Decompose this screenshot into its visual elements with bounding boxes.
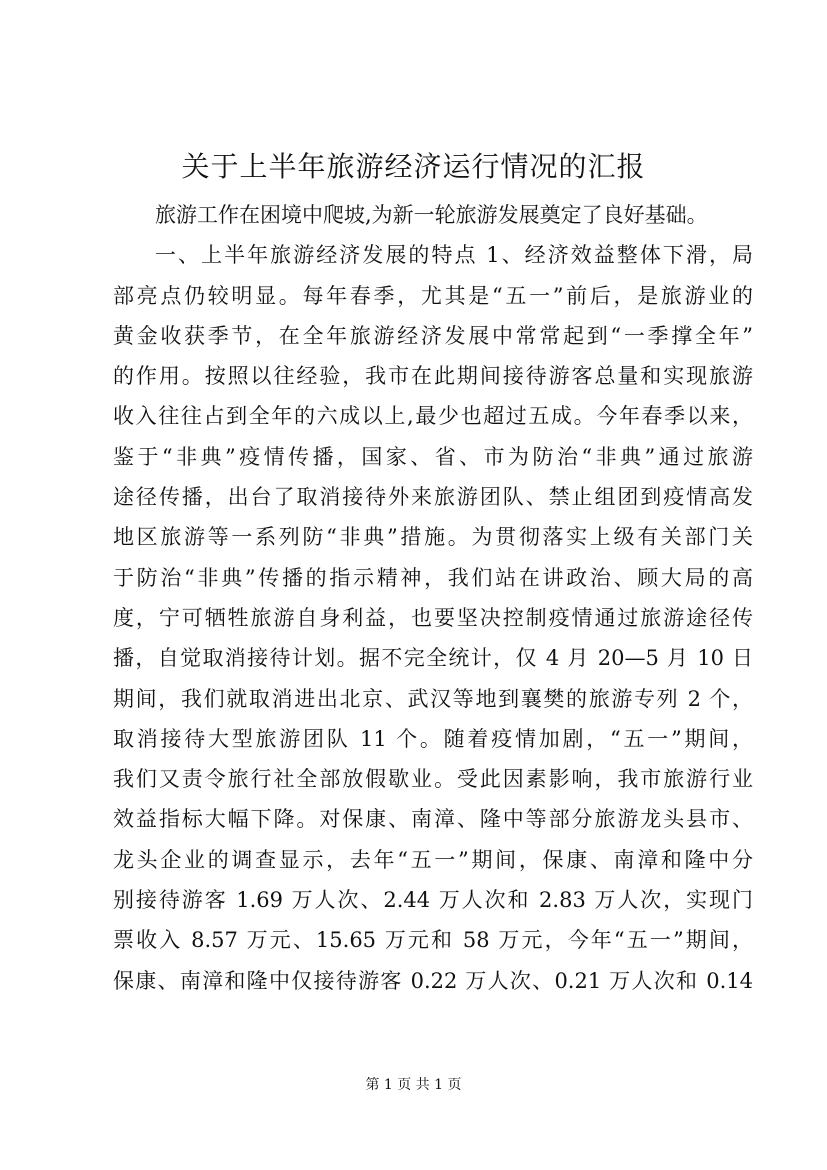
paragraph-line-13: 期间，我们就取消进出北京、武汉等地到襄樊的旅游专列 2 个， (113, 686, 753, 711)
paragraph-line-20: 保康、南漳和隆中仅接待游客 0.22 万人次、0.21 万人次和 0.14 (113, 968, 753, 993)
paragraph-line-19: 票收入 8.57 万元、15.65 万元和 58 万元，今年“五一”期间， (113, 928, 753, 953)
paragraph-line-2: 一、上半年旅游经济发展的特点 1、经济效益整体下滑，局 (155, 243, 753, 268)
paragraph-line-14: 取消接待大型旅游团队 11 个。随着疫情加剧，“五一”期间， (113, 726, 753, 751)
paragraph-line-11: 度，宁可牺牲旅游自身利益，也要坚决控制疫情通过旅游途径传 (113, 605, 753, 630)
paragraph-line-9: 地区旅游等一系列防“非典”措施。为贯彻落实上级有关部门关 (113, 525, 753, 550)
paragraph-line-18: 别接待游客 1.69 万人次、2.44 万人次和 2.83 万人次，实现门 (113, 888, 753, 913)
paragraph-line-3: 部亮点仍较明显。每年春季，尤其是“五一”前后，是旅游业的 (113, 283, 753, 308)
document-title: 关于上半年旅游经济运行情况的汇报 (181, 150, 646, 183)
paragraph-line-16: 效益指标大幅下降。对保康、南漳、隆中等部分旅游龙头县市、 (113, 807, 753, 832)
paragraph-line-8: 途径传播，出台了取消接待外来旅游团队、禁止组团到疫情高发 (113, 485, 753, 510)
document-body (113, 195, 753, 1001)
paragraph-line-17: 龙头企业的调查显示，去年“五一”期间，保康、南漳和隆中分 (113, 847, 753, 872)
page-footer: 第 1 页 共 1 页 (365, 1077, 462, 1093)
paragraph-line-6: 收入往往占到全年的六成以上,最少也超过五成。今年春季以来， (113, 404, 753, 429)
paragraph-line-15: 我们又责令旅行社全部放假歇业。受此因素影响，我市旅游行业 (113, 767, 753, 792)
paragraph-line-10: 于防治“非典”传播的指示精神，我们站在讲政治、顾大局的高 (113, 565, 753, 590)
paragraph-line-12: 播，自觉取消接待计划。据不完全统计，仅 4 月 20—5 月 10 日 (113, 646, 753, 671)
paragraph-line-7: 鉴于“非典”疫情传播，国家、省、市为防治“非典”通过旅游 (113, 444, 753, 469)
paragraph-line-5: 的作用。按照以往经验，我市在此期间接待游客总量和实现旅游 (113, 364, 753, 389)
paragraph-line-1: 旅游工作在困境中爬坡,为新一轮旅游发展奠定了良好基础。 (155, 203, 708, 227)
paragraph-line-4: 黄金收获季节，在全年旅游经济发展中常常起到“一季撑全年” (113, 323, 753, 348)
